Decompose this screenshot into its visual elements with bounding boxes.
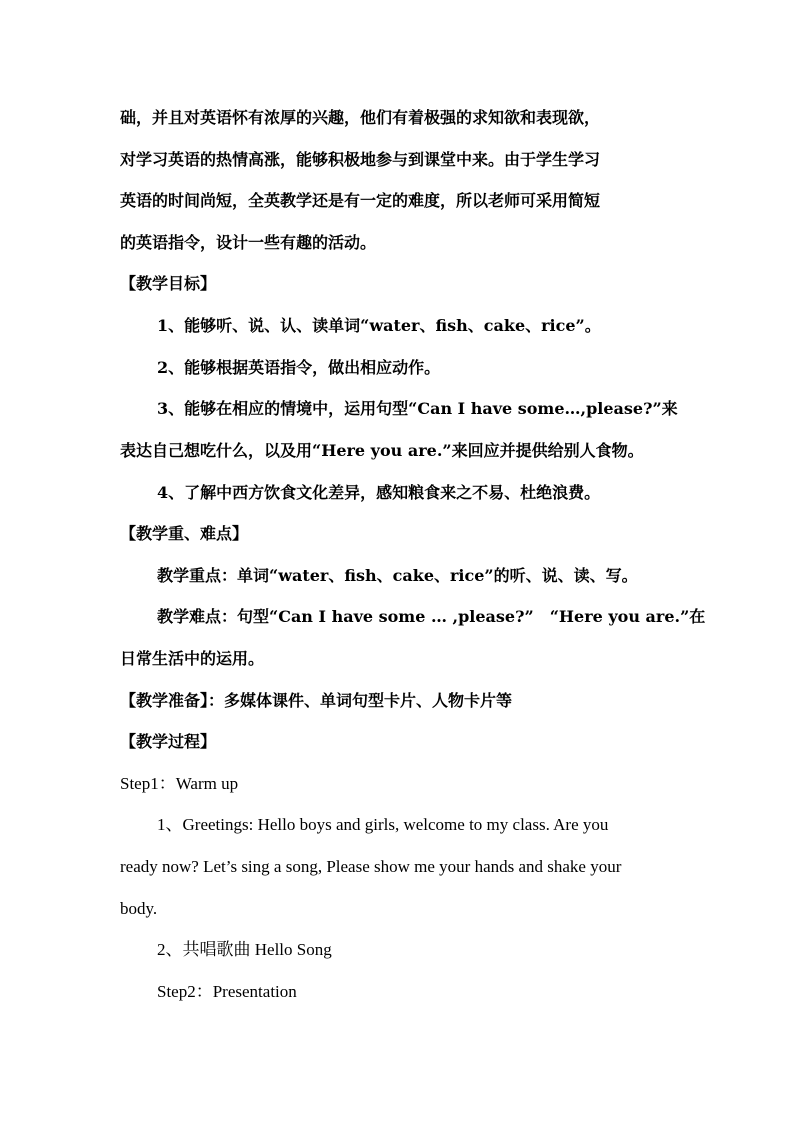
teaching-difficulty-line-1: 教学难点：句型“Can I have some … ,please?” “Here you are.”在 <box>157 607 706 626</box>
key-points-heading: 【教学重、难点】 <box>120 524 249 543</box>
paragraph-line-4: 的英语指令，设计一些有趣的活动。 <box>120 233 377 252</box>
step-1-item-2: 2、共唱歌曲 Hello Song <box>157 940 332 959</box>
preparation-line: 【教学准备】：多媒体课件、单词句型卡片、人物卡片等 <box>120 691 513 710</box>
paragraph-line-2: 对学习英语的热情高涨，能够积极地参与到课堂中来。由于学生学习 <box>120 150 601 169</box>
goal-item-3-line-1: 3、能够在相应的情境中，运用句型“Can I have some…,please?”来 <box>157 399 678 418</box>
goals-heading: 【教学目标】 <box>120 274 217 293</box>
step-1-item-1-line-1: 1、Greetings: Hello boys and girls, welcome to my class. Are you <box>157 815 609 834</box>
step-1-item-1-line-3: body. <box>120 899 158 918</box>
goal-item-1: 1、能够听、说、认、读单词“water、fish、cake、rice”。 <box>157 316 601 335</box>
paragraph-line-3: 英语的时间尚短，全英教学还是有一定的难度，所以老师可采用简短 <box>120 191 601 210</box>
step-1-item-1-line-2: ready now? Let’s sing a song, Please show me your hands and shake your <box>120 857 622 876</box>
goal-item-3-line-2: 表达自己想吃什么，以及用“Here you are.”来回应并提供给别人食物。 <box>120 441 644 460</box>
process-heading: 【教学过程】 <box>120 732 217 751</box>
step-2-title: Step2：Presentation <box>157 982 297 1001</box>
teaching-difficulty-line-2: 日常生活中的运用。 <box>120 649 265 668</box>
teaching-focus: 教学重点：单词“water、fish、cake、rice”的听、说、读、写。 <box>157 566 638 585</box>
step-1-title: Step1：Warm up <box>120 774 239 793</box>
goal-item-2: 2、能够根据英语指令，做出相应动作。 <box>157 358 441 377</box>
paragraph-line-1: 础，并且对英语怀有浓厚的兴趣，他们有着极强的求知欲和表现欲， <box>120 108 601 127</box>
goal-item-4: 4、了解中西方饮食文化差异，感知粮食来之不易、杜绝浪费。 <box>157 483 601 502</box>
